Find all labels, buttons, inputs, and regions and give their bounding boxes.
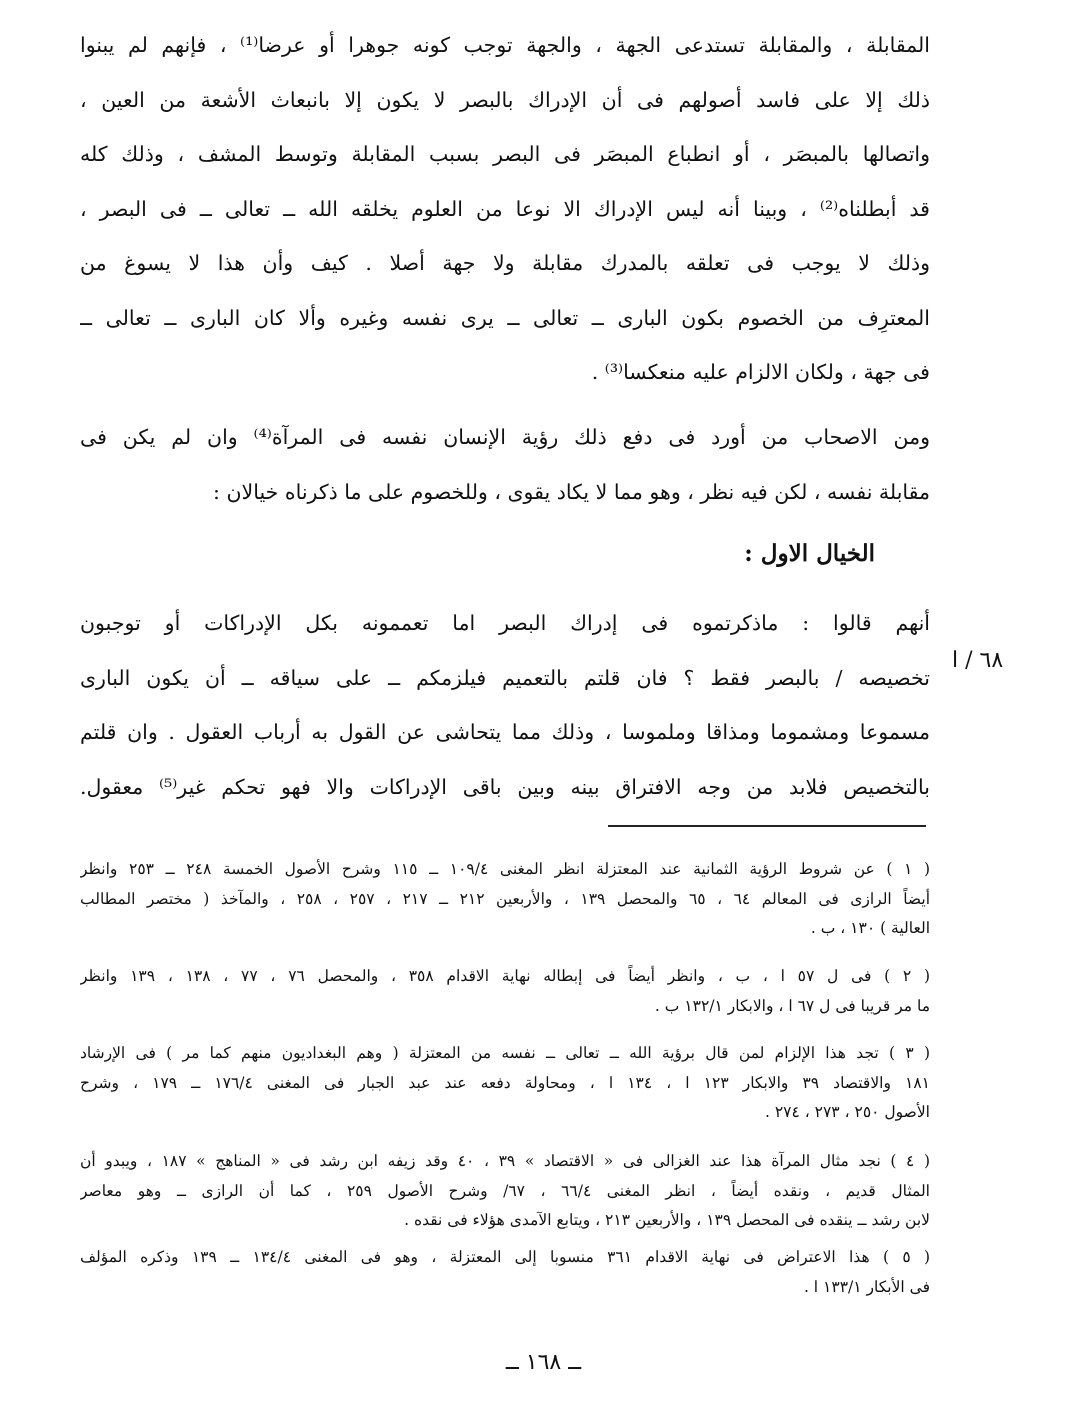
paragraph-3 [80, 596, 930, 814]
text-line: أنهم قالوا : ماذكرتموه فى إدراك البصر اما تعممونه بكل الإدراكات أو توجبون [80, 611, 930, 635]
footnote-line: لابن رشد ــ ينقده فى المحصل ١٣٩ ، والأربعين ٢١٣ ، ويتابع الآمدى هؤلاء فى نقده . [404, 1211, 930, 1229]
footnote-line: فى الأبكار ١٣٣/١ ا . [803, 1277, 930, 1296]
text-line: واتصالها بالمبصَر ، أو انطباع المبصَر فى البصر بسبب المقابلة وتوسط المشف ، وذلك كله [80, 142, 930, 166]
footnote-separator [608, 825, 926, 827]
text-line: مسموعا ومشموما ومذاقا وملموسا ، وذلك مما يتحاشى عن القول به أرباب العقول . وان قلتم [80, 720, 930, 744]
footnote-line: ( ٥ ) هذا الاعتراض فى نهاية الاقدام ٣٦١ منسوبا إلى المعتزلة ، وهو فى المغنى ١٣٤/٤ ــ ١٣٩ وذكره المؤلف [80, 1248, 930, 1266]
footnote-line: ( ٢ ) فى ل ٥٧ ا ، ب ، وانظر أيضاً فى إبطاله نهاية الاقدام ٣٥٨ ، والمحصل ٧٦ ، ٧٧ ، ١٣٨ ، ١٣٩ وانظر [80, 967, 930, 985]
text-line: فى جهة ، ولكان الالزام عليه منعكسا⁽³⁾ . [591, 360, 930, 384]
footnote-3 [80, 1039, 930, 1128]
footnote-line: أيضاً الرازى فى المعالم ٦٤ ، ٦٥ والمحصل ١٣٩ ، والأربعين ٢١٢ ــ ٢١٧ ، ٢٥٧ ، ٢٥٨ ، والمآخذ ( مختصر المطالب [80, 889, 930, 908]
footnote-line: ما مر قريبا فى ل ٦٧ ا ، والابكار ١٣٢/١ ب . [654, 996, 930, 1015]
footnote-line: ١٨١ والاقتصاد ٣٩ والابكار ١٢٣ ا ، ١٣٤ ا ، ومحاولة دفعه عند عبد الجبار فى المغنى ١٧٦/٤ ــ ١٧٩ ، وشرح [80, 1073, 930, 1092]
text-line: ذلك إلا على فاسد أصولهم فى أن الإدراك بالبصر لا يكون إلا بانبعاث الأشعة من العين ، [80, 87, 930, 112]
text-line: ومن الاصحاب من أورد فى دفع ذلك رؤية الإنسان نفسه فى المرآة⁽⁴⁾ وان لم يكن فى [80, 425, 930, 449]
footnote-1 [80, 855, 930, 944]
page-number: ــ ١٦٨ ــ [505, 1350, 582, 1375]
footnote-line: العالية ) ١٣٠ ، ب . [810, 919, 930, 937]
text-line: تخصيصه / بالبصر فقط ؟ فان قلتم بالتعميم فيلزمكم ــ على سياقه ــ أن يكون البارى [80, 665, 930, 690]
paragraph-1 [80, 18, 930, 400]
paragraph-2 [80, 410, 930, 519]
footnote-5 [80, 1243, 930, 1302]
footnote-2 [80, 962, 930, 1021]
margin-folio-reference: ٦٨ / ا [952, 648, 1004, 673]
text-line: مقابلة نفسه ، لكن فيه نظر ، وهو مما لا يكاد يقوى ، وللخصوم على ما ذكرناه خيالان : [213, 479, 930, 504]
footnote-4 [80, 1147, 930, 1236]
footnote-line: الأصول ٢٥٠ ، ٢٧٣ ، ٢٧٤ . [764, 1103, 930, 1121]
footnote-line: ( ٤ ) نجد مثال المرآة هذا عند الغزالى فى « الاقتصاد » ٣٩ ، ٤٠ وقد زيفه ابن رشد فى « المناهج » ١٨٧ ، ويبدو أن [80, 1152, 930, 1170]
section-heading: الخيال الاول : [744, 540, 875, 567]
text-line: قد أبطلناه⁽²⁾ ، وبينا أنه ليس الإدراك الا نوعا من العلوم يخلقه الله ــ تعالى ــ فى البصر ، [80, 196, 930, 221]
text-line: المعترِف من الخصوم بكون البارى ــ تعالى ــ يرى نفسه وغيره وألا كان البارى ــ تعالى ــ [80, 305, 930, 330]
footnote-line: المثال قديم ، ونقده أيضاً ، انظر المغنى ٦٦/٤ ، ٦٧/ وشرح الأصول ٢٥٩ ، كما أن الرازى ــ وهو معاصر [80, 1181, 930, 1200]
footnote-line: ( ١ ) عن شروط الرؤية الثمانية عند المعتزلة انظر المغنى ١٠٩/٤ ــ ١١٥ وشرح الأصول الخمسة ٢٤٨ ــ ٢٥٣ وانظر [80, 860, 930, 878]
text-line: وذلك لا يوجب فى تعلقه بالمدرك مقابلة ولا جهة أصلا . كيف وأن هذا لا يسوغ من [80, 251, 930, 275]
text-line: بالتخصيص فلابد من وجه الافتراق بينه وبين باقى الإدراكات والا فهو تحكم غير⁽⁵⁾ معقول. [80, 774, 930, 799]
footnote-line: ( ٣ ) تجد هذا الإلزام لمن قال برؤية الله ــ تعالى ــ نفسه من المعتزلة ( وهم البغداديون منهم كما مر ) فى الإرشاد [80, 1044, 930, 1062]
text-line: المقابلة ، والمقابلة تستدعى الجهة ، والجهة توجب كونه جوهرا أو عرضا⁽¹⁾ ، فإنهم لم يبنوا [80, 33, 930, 57]
